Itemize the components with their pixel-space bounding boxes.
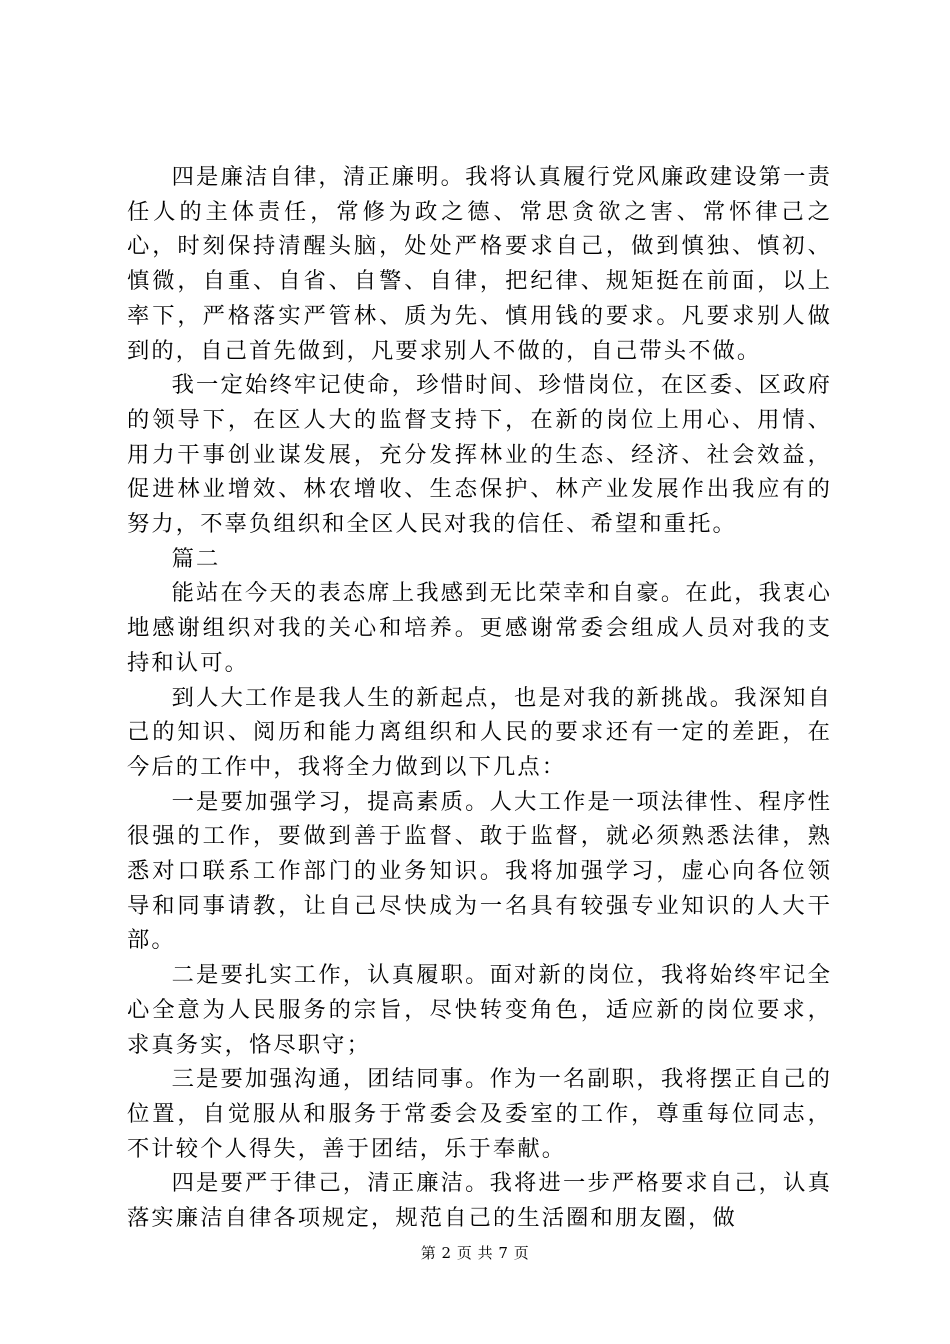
paragraph-point-two: 二是要扎实工作，认真履职。面对新的岗位，我将始终牢记全心全意为人民服务的宗旨，尽快转变角色，适应新的岗位要求，求真务实，恪尽职守； bbox=[127, 962, 832, 1058]
section-heading: 篇二 bbox=[171, 545, 221, 572]
page-number-footer: 第 2 页 共 7 页 bbox=[420, 1244, 530, 1262]
document-body bbox=[127, 160, 832, 1236]
paragraph-point-four: 四是要严于律己，清正廉洁。我将进一步严格要求自己，认真落实廉洁自律各项规定，规范自己的生活圈和朋友圈，做 bbox=[127, 1170, 832, 1232]
paragraph-intro: 能站在今天的表态席上我感到无比荣幸和自豪。在此，我衷心地感谢组织对我的关心和培养。更感谢常委会组成人员对我的支持和认可。 bbox=[127, 580, 832, 676]
paragraph-integrity: 四是廉洁自律，清正廉明。我将认真履行党风廉政建设第一责任人的主体责任，常修为政之德、常思贪欲之害、常怀律己之心，时刻保持清醒头脑，处处严格要求自己，做到慎独、慎初、慎微，自重、自省、自警、自律，把纪律、规矩挺在前面，以上率下，严格落实严管林、质为先、慎用钱的要求。凡要求别人做到的，自己首先做到，凡要求别人不做的，自己带头不做。 bbox=[127, 164, 832, 364]
paragraph-new-start: 到人大工作是我人生的新起点，也是对我的新挑战。我深知自己的知识、阅历和能力离组织和人民的要求还有一定的差距，在今后的工作中，我将全力做到以下几点： bbox=[127, 684, 832, 780]
paragraph-point-one: 一是要加强学习，提高素质。人大工作是一项法律性、程序性很强的工作，要做到善于监督、敢于监督，就必须熟悉法律，熟悉对口联系工作部门的业务知识。我将加强学习，虚心向各位领导和同事请教，让自己尽快成为一名具有较强专业知识的人大干部。 bbox=[127, 788, 832, 954]
paragraph-commitment: 我一定始终牢记使命，珍惜时间、珍惜岗位，在区委、区政府的领导下，在区人大的监督支持下，在新的岗位上用心、用情、用力干事创业谋发展，充分发挥林业的生态、经济、社会效益，促进林业增效、林农增收、生态保护、林产业发展作出我应有的努力，不辜负组织和全区人民对我的信任、希望和重托。 bbox=[127, 372, 832, 538]
paragraph-point-three: 三是要加强沟通，团结同事。作为一名副职，我将摆正自己的位置，自觉服从和服务于常委会及委室的工作，尊重每位同志，不计较个人得失，善于团结，乐于奉献。 bbox=[127, 1066, 832, 1162]
